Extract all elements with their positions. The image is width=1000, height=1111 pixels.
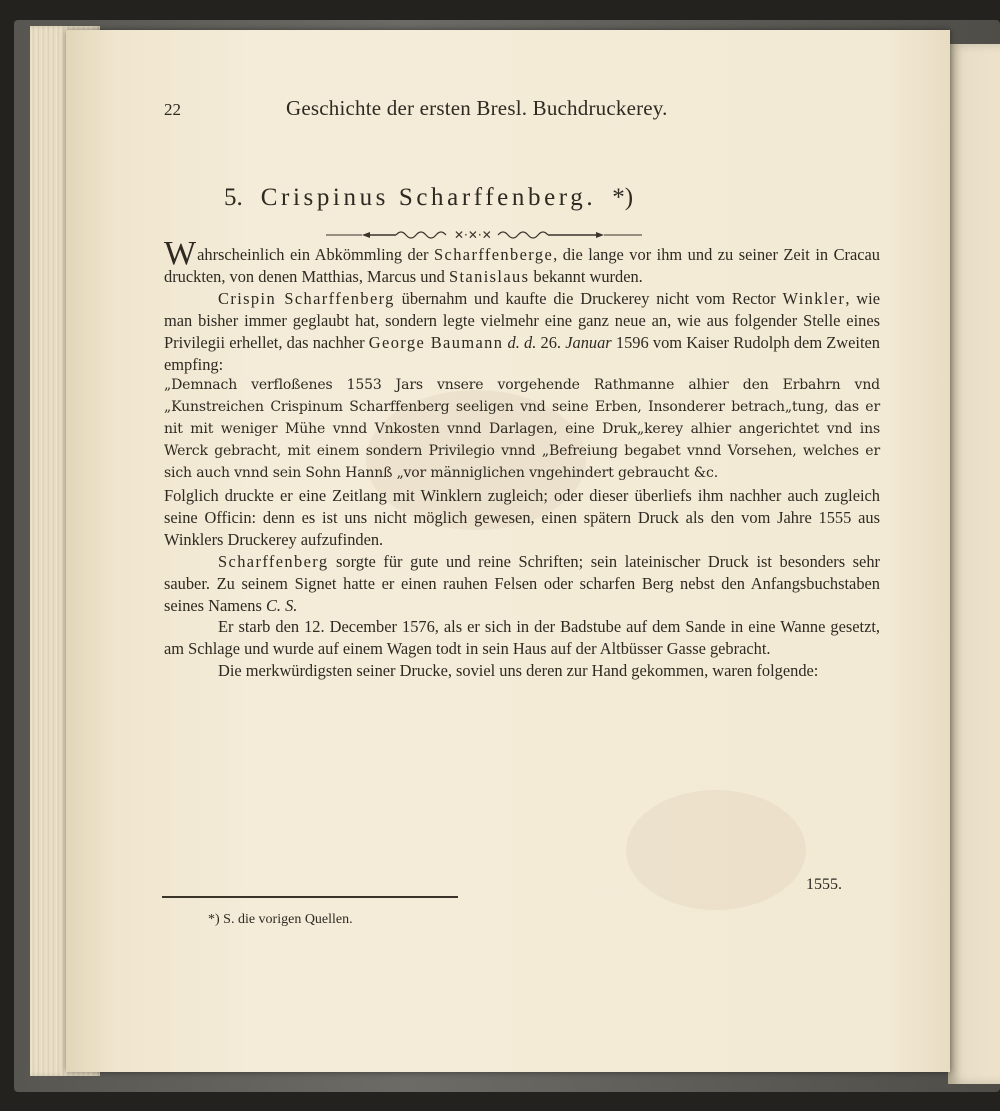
spaced-name: Winkler xyxy=(782,288,846,308)
footnote-rule xyxy=(162,896,458,898)
paragraph: Folglich druckte er eine Zeitlang mit Winklern zugleich; oder dieser überliefs ihm nachher auch zugleich seine Officin: denn es ist uns nicht möglich gewesen, einen spätern Druck als den vom Jahre 1555 aus Winklers Druckerey aufzufinden. xyxy=(164,485,880,549)
paragraph xyxy=(164,551,880,617)
spaced-name: Scharffenberge xyxy=(434,245,554,264)
body-text xyxy=(164,235,881,682)
spaced-name: Stanislaus xyxy=(448,266,530,286)
text-run: übernahm und kaufte die Druckerey nicht vom Rector xyxy=(394,288,783,308)
text-run: sorgte für gute und reine Schriften; sein lateinischer Druck ist besonders sehr sauber. Zu seinem Signet hatte er einen rauhen Felsen oder scharfen Berg nebst den Anfangsbuchstaben seines Namens xyxy=(164,551,880,615)
text-run: , die lange vor ihm und zu seiner Zeit in Cracau druckten, von denen Matthias, Marcus und xyxy=(164,245,881,286)
paragraph xyxy=(164,288,880,376)
italic-text: Januar xyxy=(565,332,612,352)
running-title: Geschichte der ersten Bresl. Buchdruckerey. xyxy=(286,96,668,120)
footnote: *) S. die vorigen Quellen. xyxy=(208,912,353,927)
paragraph: Die merkwürdigsten seiner Drucke, soviel uns deren zur Hand gekommen, waren folgende: xyxy=(218,661,819,681)
text-run: ahrscheinlich ein Abkömmling der xyxy=(197,245,435,264)
paragraph: Er starb den 12. December 1576, als er sich in der Badstube auf dem Sande in eine Wanne gesetzt, am Schlage und wurde auf einem Wagen todt in sein Haus auf der Altbüsser Gasse gebracht. xyxy=(164,617,880,659)
page-number: 22 xyxy=(164,100,181,119)
chapter-number: 5. xyxy=(224,184,243,211)
svg-text:✕·✕·✕: ✕·✕·✕ xyxy=(454,228,492,242)
text-run: , wie man bisher immer geglaubt hat, sondern legte vielmehr eine ganz neue an, wie aus folgender Stelle eines Privilegii erhellet, das nachher xyxy=(164,288,880,352)
drop-cap: W xyxy=(164,235,197,272)
chapter-title: Crispinus Scharffenberg. xyxy=(260,184,597,211)
footnote-marker: *) xyxy=(612,184,634,211)
privilege-quotation: „Demnach verfloßenes 1553 Jars vnsere vorgehende Rathmanne alhier den Erbahrn vnd „Kunstreichen Crispinum Scharffenberg seeligen vnd seine Erben, Insonderer betrach„tung, das er nit mit weniger Mühe vnnd Vnkosten vnnd Darlagen, eine Druk„kerey alhier angerichtet vnd ins Werck gebracht, mit einem sondern Privilegio vnnd „Befreiung begabet vnnd Vorsehen, welches er sich auch vnnd sein Sohn Hannß „vor männiglichen vngehindert gebraucht &c. xyxy=(164,377,880,482)
text-run: 1596 vom Kaiser Rudolph dem Zweiten empfing: xyxy=(164,332,880,374)
spaced-name: Crispin Scharffenberg xyxy=(218,288,395,308)
italic-text: C. S. xyxy=(265,595,298,615)
paper-stain xyxy=(626,790,806,910)
spaced-name: George Baumann xyxy=(368,332,504,352)
paragraph xyxy=(164,235,881,288)
text-run: bekannt wurden. xyxy=(529,266,643,286)
facing-page-edge xyxy=(948,44,1000,1084)
text-run: 26. xyxy=(536,332,566,352)
spaced-name: Scharffenberg xyxy=(218,551,329,571)
chapter-heading xyxy=(224,184,824,212)
catchword: 1555. xyxy=(806,876,842,893)
italic-text: d. d. xyxy=(507,332,537,352)
running-head xyxy=(164,96,784,126)
